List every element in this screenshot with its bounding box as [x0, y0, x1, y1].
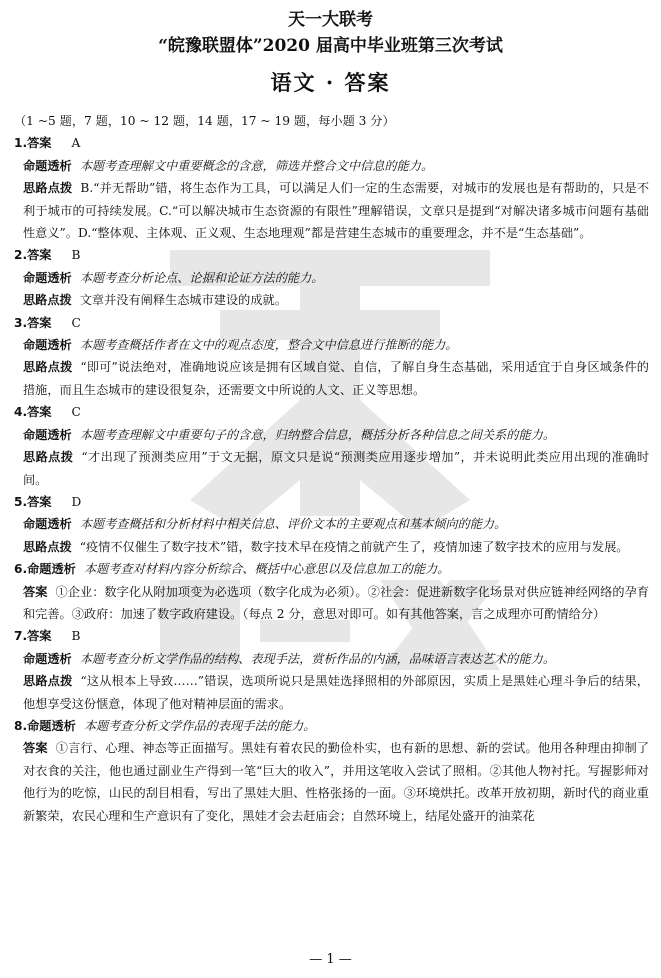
q8-answer-row [14, 737, 649, 827]
intent-label: 命题透析 [23, 270, 72, 285]
hint-label: 思路点拨 [23, 450, 74, 465]
intent-label: 命题透析 [27, 562, 76, 577]
hint-label: 思路点拨 [23, 293, 72, 308]
q6-intent-row [14, 558, 649, 580]
q2-hint: 文章并没有阐释生态城市建设的成就。 [79, 293, 287, 308]
q3-answer: C [71, 315, 81, 330]
answer-label: 答案 [27, 248, 52, 263]
answer-label: 答案 [27, 494, 52, 509]
page-number: — 1 — [309, 952, 352, 967]
q2-answer-row [14, 244, 649, 266]
q7-answer: B [71, 629, 81, 644]
q3-intent-row [14, 334, 649, 356]
q1-hint-row [14, 177, 649, 244]
q4-hint: “才出现了预测类应用”于文无据，原文只是说“预测类应用逐步增加”，并未说明此类应用出现的准确时间。 [23, 450, 650, 487]
q1-answer-row [14, 132, 649, 154]
q2-answer: B [71, 248, 81, 263]
q4-hint-row [14, 446, 649, 491]
q4-number: 4. [14, 405, 28, 420]
answer-content [0, 110, 661, 827]
q1-number: 1. [14, 136, 28, 151]
q7-number: 7. [14, 629, 28, 644]
answer-label: 答案 [27, 315, 52, 330]
intent-label: 命题透析 [23, 338, 72, 353]
scoring-note: （1 ~5 题，7 题，10 ~ 12 题，14 题，17 ~ 19 题，每小题 3 分） [14, 114, 395, 128]
answer-label: 答案 [23, 741, 48, 756]
intent-label: 命题透析 [23, 517, 72, 532]
q6-number: 6. [14, 562, 28, 577]
q8-intent: 本题考查分析文学作品的表现手法的能力。 [83, 718, 316, 733]
hint-label: 思路点拨 [23, 674, 73, 689]
q4-intent: 本题考查理解文中重要句子的含意，归纳整合信息，概括分析各种信息之间关系的能力。 [79, 427, 556, 442]
q3-hint-row [14, 356, 649, 401]
q3-number: 3. [14, 315, 28, 330]
answer-label: 答案 [27, 405, 52, 420]
q2-intent-row [14, 267, 649, 289]
q6-answer-row [14, 581, 649, 626]
q7-hint: “这从根本上导致……”错误，选项所说只是黑娃选择照相的外部原因，实质上是黑娃心理斗争后的结果，他想享受这份惬意，体现了他对精神层面的需求。 [23, 674, 649, 711]
q6-answer: ①企业：数字化从附加项变为必选项（数字化成为必须）。②社会：促进新数字化场景对供应链神经网络的孕育和完善。③政府：加速了数字政府建设。（每点 2 分，意思对即可。如有其他答案，言之成理亦可酌情给分） [23, 584, 650, 621]
answer-label: 答案 [23, 584, 48, 599]
q1-answer: A [71, 136, 81, 151]
q4-intent-row [14, 424, 649, 446]
q1-hint: B.“并无帮助”错，将生态作为工具，可以满足人们一定的生态需要，对城市的发展也是有帮助的，只是不利于城市的可持续发展。C.“可以解决城市生态资源的有限性”理解错误，文章只是提到“对解决诸多城市问题有基础性意义”。D.“整体观、主体观、正义观、生态地理观”都是营建生态城市的重要理念，并不是“生态基础”。 [23, 181, 650, 241]
q5-number: 5. [14, 494, 28, 509]
subject-title: 语文 · 答案 [270, 70, 391, 95]
exam-header [0, 0, 661, 110]
answer-label: 答案 [27, 136, 52, 151]
hint-label: 思路点拨 [23, 360, 73, 375]
q6-intent: 本题考查对材料内容分析综合、概括中心意思以及信息加工的能力。 [83, 562, 450, 577]
q3-answer-row [14, 312, 649, 334]
q2-hint-row [14, 289, 649, 311]
q8-answer: ①言行、心理、神态等正面描写。黑娃有着农民的勤俭朴实，也有新的思想、新的尝试。他用各种理由抑制了对衣食的关注，他也通过副业生产得到一笔“巨大的收入”，并用这笔收入尝试了照相。②其他人物衬托。写握影师对他行为的吃惊，山民的刮目相看，写出了黑娃大胆、性格张扬的一面。③环境烘托。改革开放初期，新时代的商业重新繁荣，农民心理和生产意识有了变化，黑娃才会去赶庙会；自然环境上，结尾处盛开的油菜花 [23, 741, 650, 823]
q2-intent: 本题考查分析论点、论据和论证方法的能力。 [79, 270, 324, 285]
q2-number: 2. [14, 248, 28, 263]
org-title: 天一大联考 [288, 10, 373, 30]
q7-answer-row [14, 625, 649, 647]
q1-intent: 本题考查理解文中重要概念的含意，筛选并整合文中信息的能力。 [79, 158, 434, 173]
q5-intent-row [14, 513, 649, 535]
q4-answer: C [71, 405, 81, 420]
q8-number: 8. [14, 718, 28, 733]
q7-intent-row [14, 648, 649, 670]
intent-label: 命题透析 [27, 718, 76, 733]
q5-answer-row [14, 491, 649, 513]
exam-title: “皖豫联盟体”2020 届高中毕业班第三次考试 [158, 36, 503, 56]
answer-label: 答案 [27, 629, 52, 644]
q3-intent: 本题考查概括作者在文中的观点态度，整合文中信息进行推断的能力。 [79, 338, 458, 353]
q5-hint: “疫情不仅催生了数字技术”错，数字技术早在疫情之前就产生了，疫情加速了数字技术的应用与发展。 [79, 539, 629, 554]
q1-intent-row [14, 155, 649, 177]
intent-label: 命题透析 [23, 651, 72, 666]
intent-label: 命题透析 [23, 158, 72, 173]
q3-hint: “即可”说法绝对，准确地说应该是拥有区域自觉、自信，了解自身生态基础，采用适宜于自身区域条件的措施，而且生态城市的建设很复杂，还需要文中所说的人文、正义等思想。 [23, 360, 649, 397]
q7-hint-row [14, 670, 649, 715]
q7-intent: 本题考查分析文学作品的结构、表现手法，赏析作品的内涵，品味语言表达艺术的能力。 [79, 651, 556, 666]
q5-answer: D [71, 494, 82, 509]
q5-intent: 本题考查概括和分析材料中相关信息、评价文本的主要观点和基本倾向的能力。 [79, 517, 507, 532]
hint-label: 思路点拨 [23, 181, 73, 196]
hint-label: 思路点拨 [23, 539, 72, 554]
q8-intent-row [14, 715, 649, 737]
intent-label: 命题透析 [23, 427, 72, 442]
q5-hint-row [14, 536, 649, 558]
q4-answer-row [14, 401, 649, 423]
